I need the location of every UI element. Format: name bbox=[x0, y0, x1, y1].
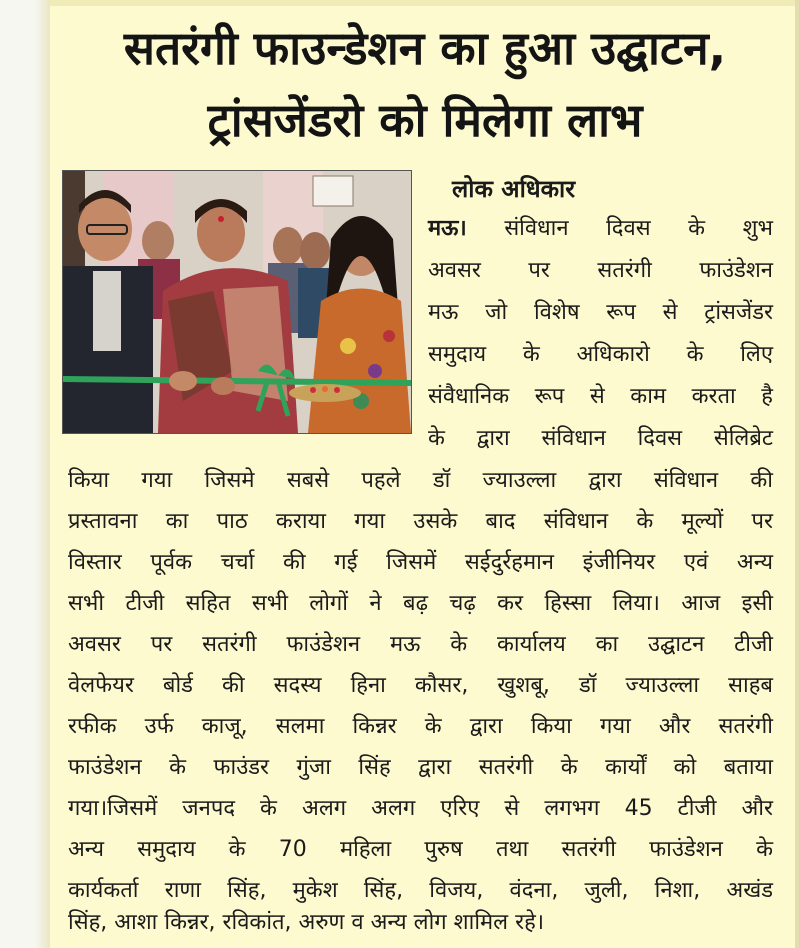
body-line-5: संवैधानिक रूप से काम करता है bbox=[428, 384, 773, 409]
body-line-2: अवसर पर सतरंगी फाउंडेशन bbox=[428, 258, 773, 283]
news-photo-ribbon-cutting bbox=[62, 170, 412, 434]
photo-illustration bbox=[63, 171, 411, 433]
body-line-16: अन्य समुदाय के 70 महिला पुरुष तथा सतरंगी फाउंडेशन के bbox=[68, 837, 773, 862]
body-line-6: के द्वारा संविधान दिवस सेलिब्रेट bbox=[428, 426, 773, 451]
body-line-12: वेलफेयर बोर्ड की सदस्य हिना कौसर, खुशबू, डॉ ज्याउल्ला साहब bbox=[68, 673, 773, 698]
body-line-4: समुदाय के अधिकारो के लिए bbox=[428, 342, 773, 367]
body-line-10: सभी टीजी सहित सभी लोगों ने बढ़ चढ़ कर हिस्सा लिया। आज इसी bbox=[68, 591, 773, 616]
body-text: संविधान दिवस के शुभ bbox=[504, 216, 773, 241]
body-line-17: कार्यकर्ता राणा सिंह, मुकेश सिंह, विजय, वंदना, जुली, निशा, अखंड bbox=[68, 878, 773, 903]
section-label: लोक अधिकार bbox=[452, 175, 576, 203]
dateline: मऊ। bbox=[428, 216, 467, 241]
page-right-edge bbox=[795, 0, 799, 948]
body-line-7: किया गया जिसमे सबसे पहले डॉ ज्याउल्ला द्वारा संविधान की bbox=[68, 468, 773, 493]
page-left-margin bbox=[0, 0, 50, 948]
body-line-8: प्रस्तावना का पाठ कराया गया उसके बाद संविधान के मूल्यों पर bbox=[68, 509, 773, 534]
body-line-11: अवसर पर सतरंगी फाउंडेशन मऊ के कार्यालय का उद्घाटन टीजी bbox=[68, 632, 773, 657]
body-line-15: गया।जिसमें जनपद के अलग अलग एरिए से लगभग 45 टीजी और bbox=[68, 796, 773, 821]
body-line-1 bbox=[428, 214, 773, 244]
headline-line-2: ट्रांसजेंडरो को मिलेगा लाभ bbox=[207, 93, 643, 147]
body-line-18: सिंह, आशा किन्नर, रविकांत, अरुण व अन्य लोग शामिल रहे। bbox=[68, 910, 545, 935]
body-line-14: फाउंडेशन के फाउंडर गुंजा सिंह द्वारा सतरंगी के कार्यों को बताया bbox=[68, 755, 773, 780]
body-line-13: रफीक उर्फ काजू, सलमा किन्नर के द्वारा किया गया और सतरंगी bbox=[68, 714, 773, 739]
body-line-9: विस्तार पूर्वक चर्चा की गई जिसमें सईदुर्रहमान इंजीनियर एवं अन्य bbox=[68, 550, 773, 575]
headline-line-1: सतरंगी फाउन्डेशन का हुआ उद्घाटन, bbox=[123, 21, 727, 75]
body-line-3: मऊ जो विशेष रूप से ट्रांसजेंडर bbox=[428, 300, 773, 325]
page-top-strip bbox=[50, 0, 799, 6]
